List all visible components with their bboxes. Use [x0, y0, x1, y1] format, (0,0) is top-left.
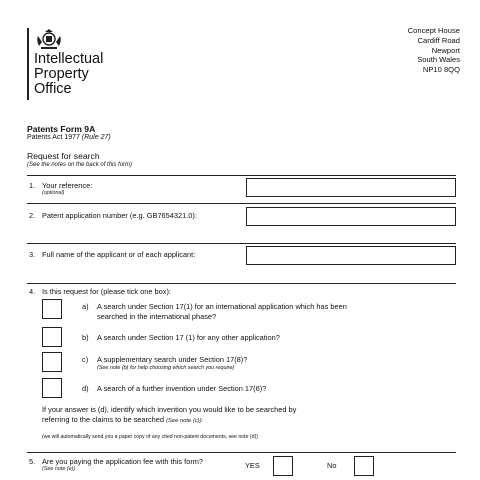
question-number: 2.: [29, 211, 36, 220]
option-a-line1: A search under Section 17(1) for an international application which has been: [97, 302, 347, 311]
section-divider: [27, 283, 456, 284]
address-line: South Wales: [417, 55, 460, 65]
followup-note-ref: (See note (c)):: [166, 418, 204, 424]
reference-field[interactable]: [246, 178, 456, 197]
section-divider: [27, 452, 456, 453]
address-line: Concept House: [407, 26, 460, 35]
option-a-checkbox[interactable]: [42, 299, 62, 319]
question-number: 1.: [29, 181, 36, 190]
office-name-line1: Intellectual: [34, 51, 104, 67]
act-reference: [27, 134, 111, 141]
question-2-label: Patent application number (e.g. GB7654321.0):: [42, 211, 197, 220]
option-a-line2: searched in the international phase?: [97, 311, 217, 321]
act-rule: (Rule 27): [81, 134, 111, 141]
royal-crest-icon: [35, 28, 63, 50]
option-d-checkbox[interactable]: [42, 378, 62, 398]
followup-instruction: [42, 405, 296, 426]
address-block: [408, 26, 460, 75]
address-line: Cardiff Road: [417, 35, 460, 45]
question-1-note: (optional): [42, 190, 65, 196]
option-a-label: [97, 302, 347, 322]
logo-rule: [27, 28, 29, 100]
question-5-label: Are you paying the application fee with this form?: [42, 457, 204, 466]
option-c-note: (See note (b) for help choosing which search you require): [97, 365, 235, 371]
followup-line1: If your answer is (d), identify which invention you would like to be searched by: [42, 405, 297, 414]
yes-label: YES: [245, 461, 260, 470]
question-number: 4.: [29, 287, 36, 296]
followup-line2: [42, 415, 296, 426]
section-divider: [27, 243, 456, 244]
office-name: [34, 52, 103, 97]
option-b-checkbox[interactable]: [42, 327, 62, 347]
address-line: NP10 8QQ: [422, 65, 460, 75]
section-divider: [27, 175, 456, 176]
question-number: 5.: [29, 457, 36, 466]
option-d-letter: d): [82, 384, 89, 393]
followup-line2-text: referring to the claims to be searched: [42, 415, 165, 424]
office-name-line3: Office: [34, 81, 72, 97]
question-number: 3.: [29, 250, 36, 259]
section-divider: [27, 203, 456, 204]
followup-note: (we will automatically send you a paper copy of any cited non-patent documents, see note (d)): [42, 434, 258, 440]
option-b-letter: b): [82, 333, 89, 342]
no-checkbox[interactable]: [354, 456, 374, 476]
option-c-label: A supplementary search under Section 17(8)?: [97, 355, 248, 364]
option-b-label: A search under Section 17 (1) for any other application?: [97, 333, 280, 342]
question-5-note: (See note (e)): [42, 466, 76, 472]
applicant-name-field[interactable]: [246, 246, 456, 265]
option-d-label: A search of a further invention under Section 17(6)?: [97, 384, 267, 393]
address-line: Newport: [431, 45, 460, 55]
form-title: Patents Form 9A: [27, 124, 96, 134]
office-name-line2: Property: [34, 66, 89, 82]
question-1-label: Your reference:: [42, 181, 93, 190]
no-label: No: [327, 461, 337, 470]
request-title: Request for search: [27, 151, 100, 161]
option-c-checkbox[interactable]: [42, 352, 62, 372]
yes-checkbox[interactable]: [273, 456, 293, 476]
request-subtitle: (See the notes on the back of this form): [27, 162, 133, 168]
option-a-letter: a): [82, 302, 89, 311]
application-number-field[interactable]: [246, 207, 456, 226]
option-c-letter: c): [82, 355, 89, 364]
act-name: Patents Act 1977: [27, 134, 80, 141]
question-4-label: Is this request for (please tick one box):: [42, 287, 171, 296]
question-3-label: Full name of the applicant or of each applicant:: [42, 250, 196, 259]
